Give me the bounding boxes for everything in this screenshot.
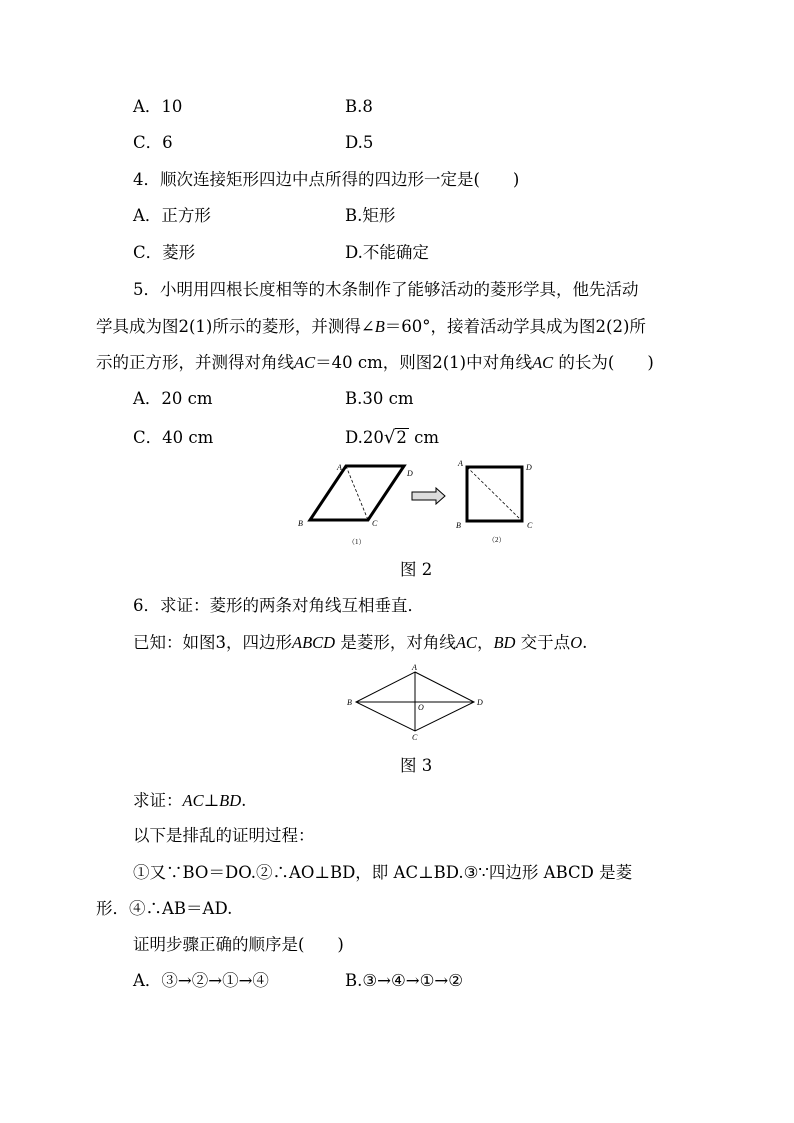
q6-option-b: B.③→④→①→② bbox=[345, 971, 464, 990]
fig3-label-d: D bbox=[477, 698, 483, 707]
fig2-2-label-c: C bbox=[527, 521, 533, 530]
figure-2-caption: 图 2 bbox=[400, 560, 433, 579]
fig2-1-label-d: D bbox=[407, 469, 413, 478]
q4-stem: 4．顺次连接矩形四边中点所得的四边形一定是( ) bbox=[133, 170, 520, 189]
q5-option-a: A．20 cm bbox=[133, 389, 213, 408]
fig2-rhombus-diagonal bbox=[346, 466, 368, 520]
q6-steps-line2: 形．④∴AB＝AD. bbox=[96, 899, 233, 918]
q6-prove: 求证：AC⊥BD. bbox=[133, 791, 247, 810]
fig2-2-label-a: A bbox=[458, 459, 463, 468]
fig2-square-diagonal bbox=[467, 467, 522, 521]
q4-option-b: B.矩形 bbox=[345, 206, 396, 225]
fig3-label-a: A bbox=[412, 663, 417, 672]
q6-line1: 6．求证：菱形的两条对角线互相垂直． bbox=[133, 596, 424, 615]
q6-scrambled-intro: 以下是排乱的证明过程： bbox=[133, 826, 315, 845]
fig2-rhombus bbox=[310, 466, 404, 520]
q5-line1: 5．小明用四根长度相等的木条制作了能够活动的菱形学具，他先活动 bbox=[133, 280, 639, 299]
q4-option-a: A．正方形 bbox=[133, 206, 211, 225]
fig2-2-caption: （2） bbox=[488, 536, 506, 544]
fig2-1-caption: （1） bbox=[348, 538, 366, 546]
q3-option-c: C．6 bbox=[133, 133, 173, 152]
fig3-label-o: O bbox=[418, 703, 424, 712]
q3-option-a: A．10 bbox=[133, 97, 183, 116]
fig2-arrow bbox=[412, 488, 445, 504]
fig2-2-label-d: D bbox=[526, 463, 532, 472]
figure-2 bbox=[290, 456, 550, 550]
fig2-1-label-a: A bbox=[337, 463, 342, 472]
q6-option-a: A．③→②→①→④ bbox=[133, 971, 269, 990]
q5-option-b: B.30 cm bbox=[345, 389, 414, 408]
fig3-label-b: B bbox=[347, 698, 352, 707]
q6-question: 证明步骤正确的顺序是( ) bbox=[133, 935, 344, 954]
q5-line3: 示的正方形，并测得对角线AC＝40 cm，则图2(1)中对角线AC 的长为( ) bbox=[96, 353, 654, 372]
figure-3-caption: 图 3 bbox=[400, 756, 433, 775]
q5-option-d: D.20√2 cm bbox=[345, 427, 440, 448]
q4-option-c: C．菱形 bbox=[133, 243, 196, 262]
fig2-2-label-b: B bbox=[456, 521, 461, 530]
q6-given: 已知：如图3，四边形ABCD 是菱形，对角线AC，BD 交于点O. bbox=[133, 633, 588, 652]
q3-option-b: B.8 bbox=[345, 97, 373, 116]
figure-3 bbox=[344, 662, 489, 744]
fig2-1-label-b: B bbox=[298, 519, 303, 528]
q5-line2: 学具成为图2(1)所示的菱形，并测得∠B＝60°，接着活动学具成为图2(2)所 bbox=[96, 317, 646, 336]
fig2-1-label-c: C bbox=[372, 519, 378, 528]
q4-option-d: D.不能确定 bbox=[345, 243, 429, 262]
q3-option-d: D.5 bbox=[345, 133, 374, 152]
q6-steps-line1: ①又∵BO＝DO.②∴AO⊥BD，即 AC⊥BD.③∵四边形 ABCD 是菱 bbox=[133, 863, 633, 882]
fig3-label-c: C bbox=[412, 733, 418, 742]
q5-option-c: C．40 cm bbox=[133, 428, 214, 447]
